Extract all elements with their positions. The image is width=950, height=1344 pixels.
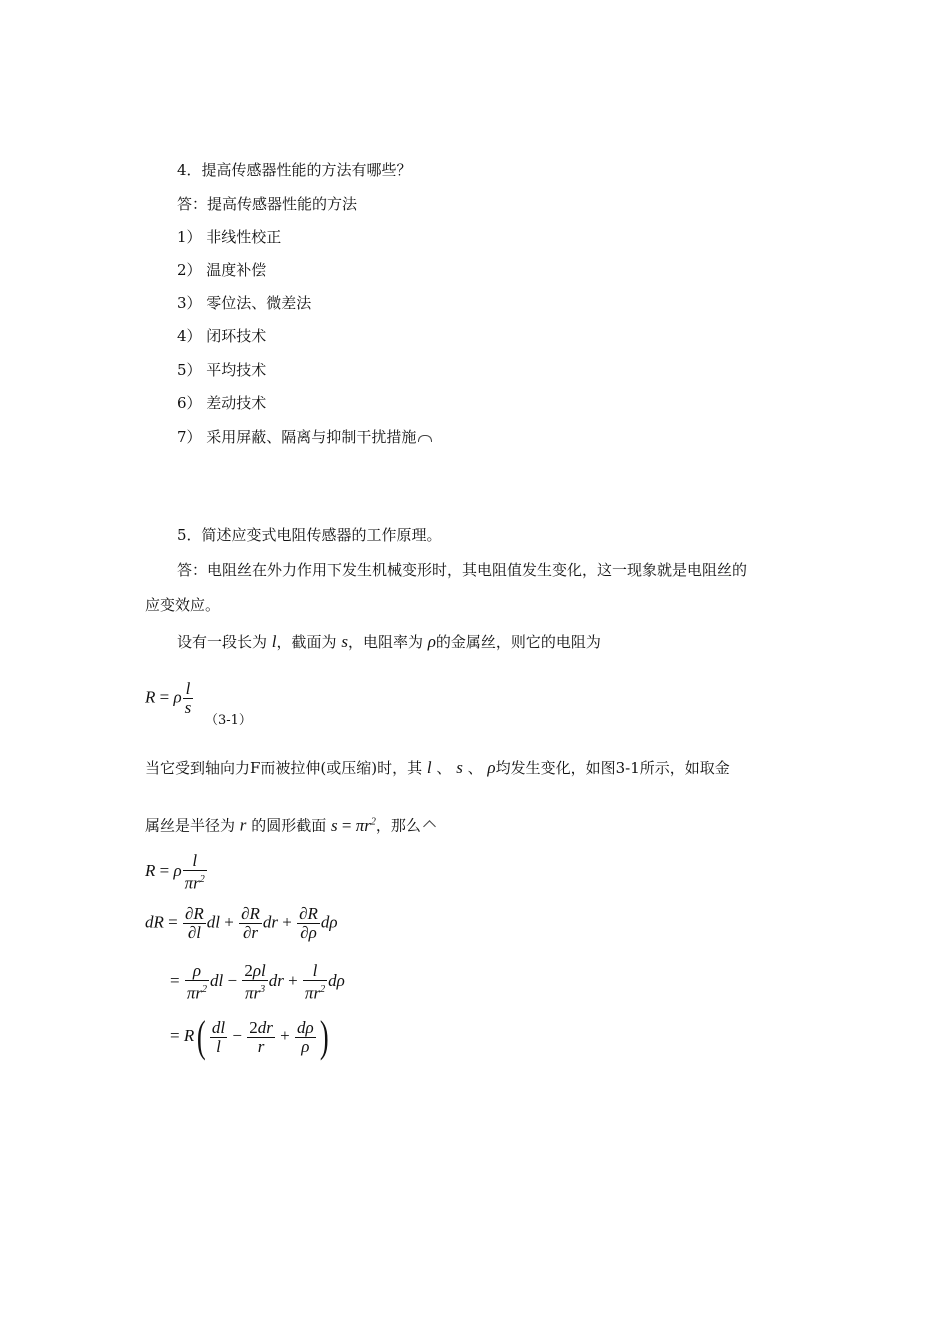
question-5: 5．简述应变式电阻传感器的工作原理。: [177, 526, 442, 544]
setup-text: ，电阻率为: [347, 633, 423, 651]
question-4: 4．提高传感器性能的方法有哪些？: [177, 161, 412, 179]
fraction: $\frac{dl}{l}$: [211, 1017, 226, 1056]
para-text: 属丝是半径为: [145, 816, 236, 835]
equation-3-1: R = ρ $\frac{l}{s}$: [145, 679, 192, 717]
fraction: $\frac{l}{\pi r^2}$: [184, 851, 205, 893]
list-item: 2） 温度补偿: [177, 261, 267, 279]
answer-5-line2: 应变效应。: [145, 596, 221, 614]
equation-differential: dR = $\frac{\partial R}{\partial l}$ dl + $\frac{\partial R}{\partial r}$ dr + $\frac{\partial R}{\partial\rho}$ dρ: [145, 904, 338, 942]
para-text: 、: [436, 759, 452, 777]
equation-resistance: R = ρ $\frac{l}{\pi r^2}$: [145, 851, 205, 893]
list-item: 3） 零位法、微差法: [177, 294, 312, 312]
fraction: $\frac{l}{\pi r^2}$: [304, 961, 326, 1003]
var-l: l: [271, 632, 277, 651]
fraction: $\frac{2\rho l}{\pi r^3}$: [244, 961, 266, 1003]
paragraph-mark-icon: [418, 435, 432, 442]
list-item: 1） 非线性校正: [177, 228, 282, 246]
fraction: $\frac{\rho}{\pi r^2}$: [186, 961, 207, 1003]
var-rho: ρ: [427, 632, 436, 651]
fraction: $\frac{\partial R}{\partial l}$: [184, 904, 204, 942]
answer-5-line1: 答：电阻丝在外力作用下发生机械变形时，其电阻值发生变化，这一现象就是电阻丝的: [177, 561, 748, 579]
caret-mark-icon: [423, 820, 436, 833]
var-s: s: [341, 632, 348, 651]
fraction: $\frac{l}{s}$: [184, 679, 192, 717]
var-r: r: [239, 815, 247, 835]
para-text: 均发生变化，如图3-1所示，如取金: [495, 759, 730, 777]
list-item-last: [177, 427, 432, 447]
paragraph-3: [145, 812, 434, 836]
list-item: 4） 闭环技术: [177, 327, 267, 345]
fraction: $\frac{d\rho}{\rho}$: [296, 1017, 314, 1056]
equation-expanded: = $\frac{\rho}{\pi r^2}$ dl − $\frac{2\rho l}{\pi r^3}$ dr + $\frac{l}{\pi r^2}$ dρ: [170, 961, 345, 1003]
equation-tag: （3-1）: [205, 713, 252, 728]
para-text: 的圆形截面: [251, 816, 327, 835]
para-text: 当它受到轴向力F而被拉伸(或压缩)时，其: [145, 759, 423, 777]
var-s: s: [456, 758, 463, 777]
para-text: ，那么: [375, 816, 421, 835]
equation-relative: = R( $\frac{dl}{l}$ − $\frac{2dr}{r}$ + $\frac{d\rho}{\rho}$ ): [170, 1012, 329, 1061]
list-item: 5） 平均技术: [177, 361, 267, 379]
list-item: 7） 采用屏蔽、隔离与抑制干扰措施: [177, 428, 417, 446]
setup-sentence: [177, 632, 601, 652]
setup-text: ，截面为: [276, 633, 337, 651]
fraction: $\frac{\partial R}{\partial r}$: [241, 904, 260, 942]
fraction: $\frac{2dr}{r}$: [249, 1017, 273, 1056]
setup-text: 设有一段长为: [177, 633, 268, 651]
circle-area-formula: $s = \pi r^2$: [331, 815, 376, 835]
fraction: $\frac{\partial R}{\partial\rho}$: [299, 904, 318, 942]
setup-text: 的金属丝，则它的电阻为: [435, 633, 601, 651]
var-l: l: [426, 758, 432, 777]
list-item: 6） 差动技术: [177, 394, 267, 412]
var-rho: ρ: [487, 758, 496, 777]
answer-4-intro: 答：提高传感器性能的方法: [177, 195, 358, 213]
para-text: 、: [467, 759, 483, 777]
paragraph-2: [145, 758, 730, 778]
